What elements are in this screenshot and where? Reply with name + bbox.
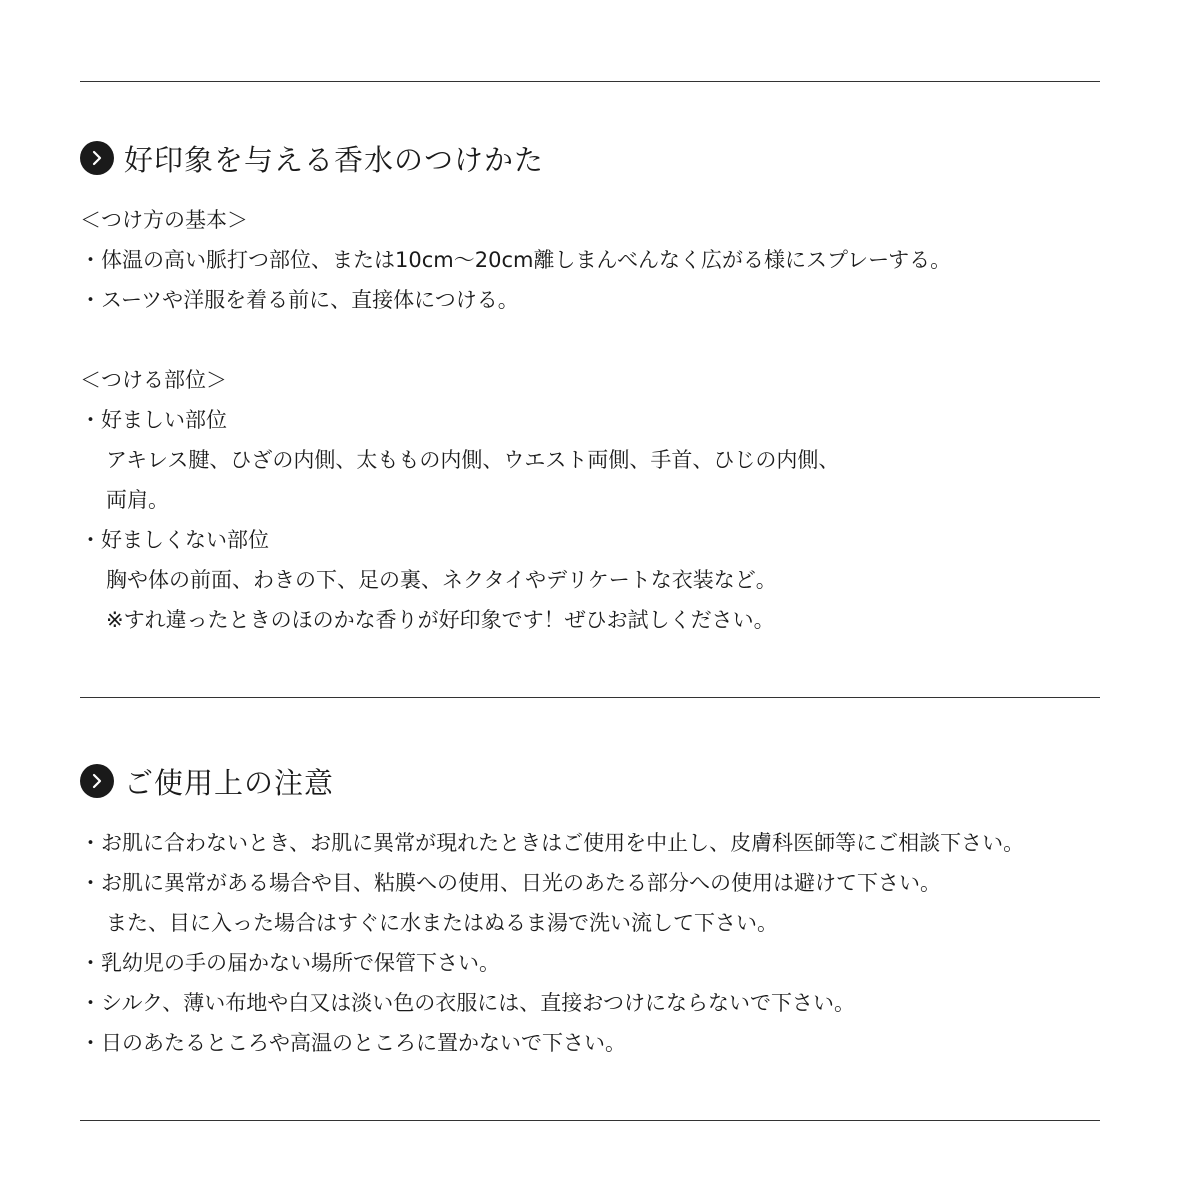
caution-item-continued: また、目に入った場合はすぐに水またはぬるま湯で洗い流して下さい。	[106, 911, 778, 935]
section-heading-perfume	[80, 138, 544, 178]
caution-item: ・お肌に異常がある場合や目、粘膜への使用、日光のあたる部分への使用は避けて下さい。	[80, 871, 941, 895]
spacer	[80, 320, 951, 360]
caution-item: ・日のあたるところや高温のところに置かないで下さい。	[80, 1031, 626, 1055]
preferred-label: ・好ましい部位	[80, 408, 227, 432]
divider-top	[80, 81, 1100, 82]
section-heading-cautions	[80, 761, 334, 801]
basics-heading: ＜つけ方の基本＞	[80, 208, 248, 232]
preferred-line: 両肩。	[106, 488, 169, 512]
divider-bottom	[80, 1120, 1100, 1121]
section-title: 好印象を与える香水のつけかた	[124, 142, 545, 177]
section-title: ご使用上の注意	[124, 765, 335, 800]
basics-item: ・スーツや洋服を着る前に、直接体につける。	[80, 288, 519, 312]
basics-item: ・体温の高い脈打つ部位、または10cm〜20cm離しまんべんなく広がる様にスプレーする。	[80, 248, 952, 272]
caution-item: ・乳幼児の手の届かない場所で保管下さい。	[80, 951, 500, 975]
not-preferred-line: 胸や体の前面、わきの下、足の裏、ネクタイやデリケートな衣装など。	[106, 568, 777, 592]
not-preferred-label: ・好ましくない部位	[80, 528, 269, 552]
caution-item: ・シルク、薄い布地や白又は淡い色の衣服には、直接おつけにならないで下さい。	[80, 991, 856, 1015]
caution-item: ・お肌に合わないとき、お肌に異常が現れたときはご使用を中止し、皮膚科医師等にご相談下さい。	[80, 831, 1025, 855]
chevron-right-circle-icon	[80, 764, 114, 798]
not-preferred-line: ※すれ違ったときのほのかな香りが好印象です！ぜひお試しください。	[106, 608, 775, 632]
chevron-right-circle-icon	[80, 141, 114, 175]
perfume-instructions	[80, 200, 951, 640]
preferred-line: アキレス腱、ひざの内側、太ももの内側、ウエスト両側、手首、ひじの内側、	[106, 448, 840, 472]
divider-middle	[80, 697, 1100, 698]
caution-list	[80, 823, 1024, 1063]
parts-heading: ＜つける部位＞	[80, 368, 227, 392]
